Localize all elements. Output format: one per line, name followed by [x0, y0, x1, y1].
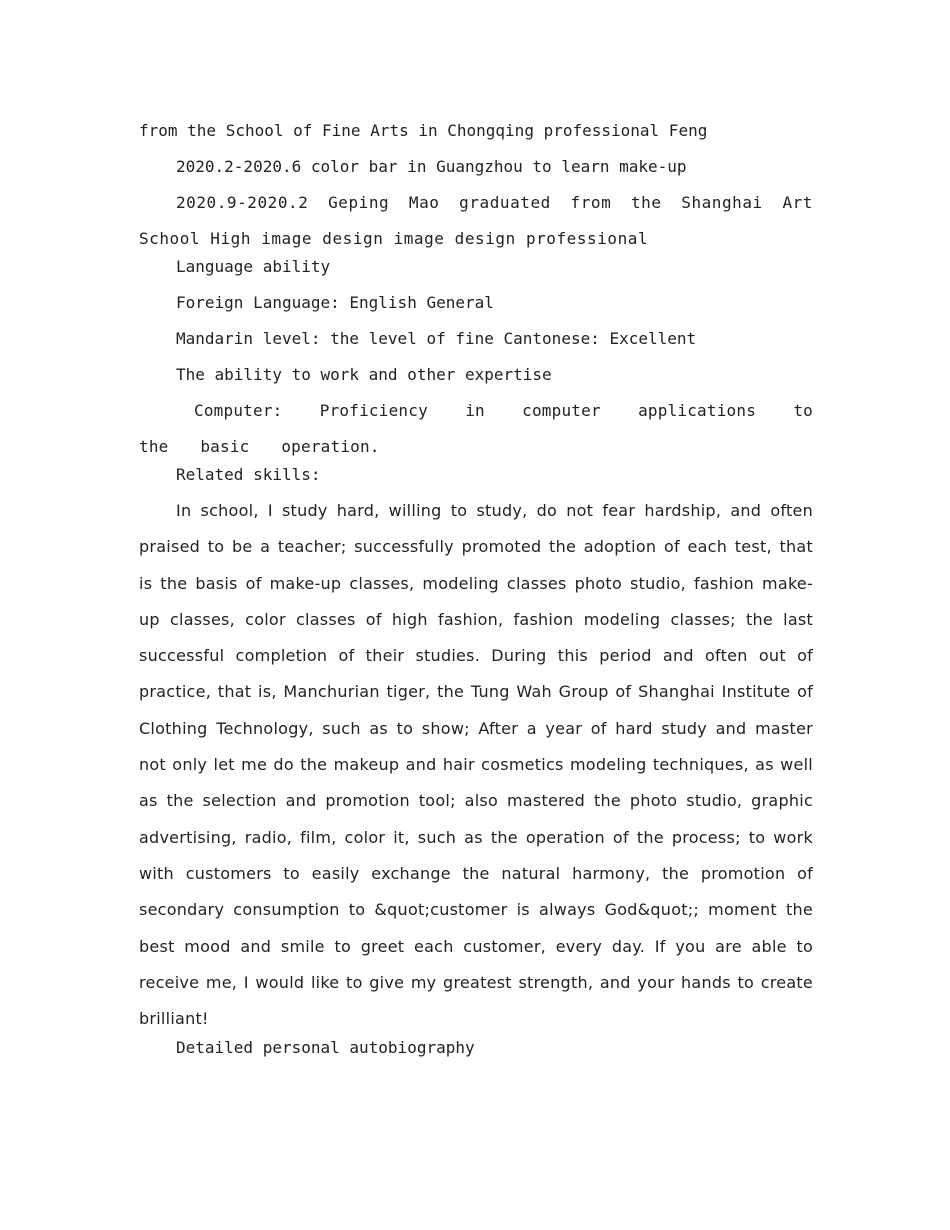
text-line: from the School of Fine Arts in Chongqing professional Feng — [139, 121, 708, 140]
document-body — [139, 118, 813, 1071]
text-paragraph: Computer: Proficiency in computer applications to the basic operation. — [139, 401, 813, 456]
section-heading: Language ability — [176, 257, 331, 276]
text-line: 2020.2-2020.6 color bar in Guangzhou to learn make-up — [176, 157, 687, 176]
section-heading: The ability to work and other expertise — [176, 365, 552, 384]
text-line: Related skills: — [176, 465, 321, 484]
text-line: Mandarin level: the level of fine Cantonese: Excellent — [176, 329, 697, 348]
text-paragraph: In school, I study hard, willing to study, do not fear hardship, and often praised to be a teacher; successfully promoted the adoption of each test, that is the basis of make-up classes, modeling classes photo studio, fashion make-up classes, color classes of high fashion, fashion modeling classes; the last successful completion of their studies. During this period and often out of practice, that is, Manchurian tiger, the Tung Wah Group of Shanghai Institute of Clothing Technology, such as to show; After a year of hard study and master not only let me do the makeup and hair cosmetics modeling techniques, as well as the selection and promotion tool; also mastered the photo studio, graphic advertising, radio, film, color it, such as the operation of the process; to work with customers to easily exchange the natural harmony, the promotion of secondary consumption to &quot;customer is always God&quot;; moment the best mood and smile to greet each customer, every day. If you are able to receive me, I would like to give my greatest strength, and your hands to create brilliant! — [139, 501, 813, 1029]
section-heading: Detailed personal autobiography — [176, 1038, 475, 1058]
text-line: Foreign Language: English General — [176, 293, 494, 312]
text-paragraph: 2020.9-2020.2 Geping Mao graduated from the Shanghai Art School High image design image design professional — [139, 193, 813, 248]
